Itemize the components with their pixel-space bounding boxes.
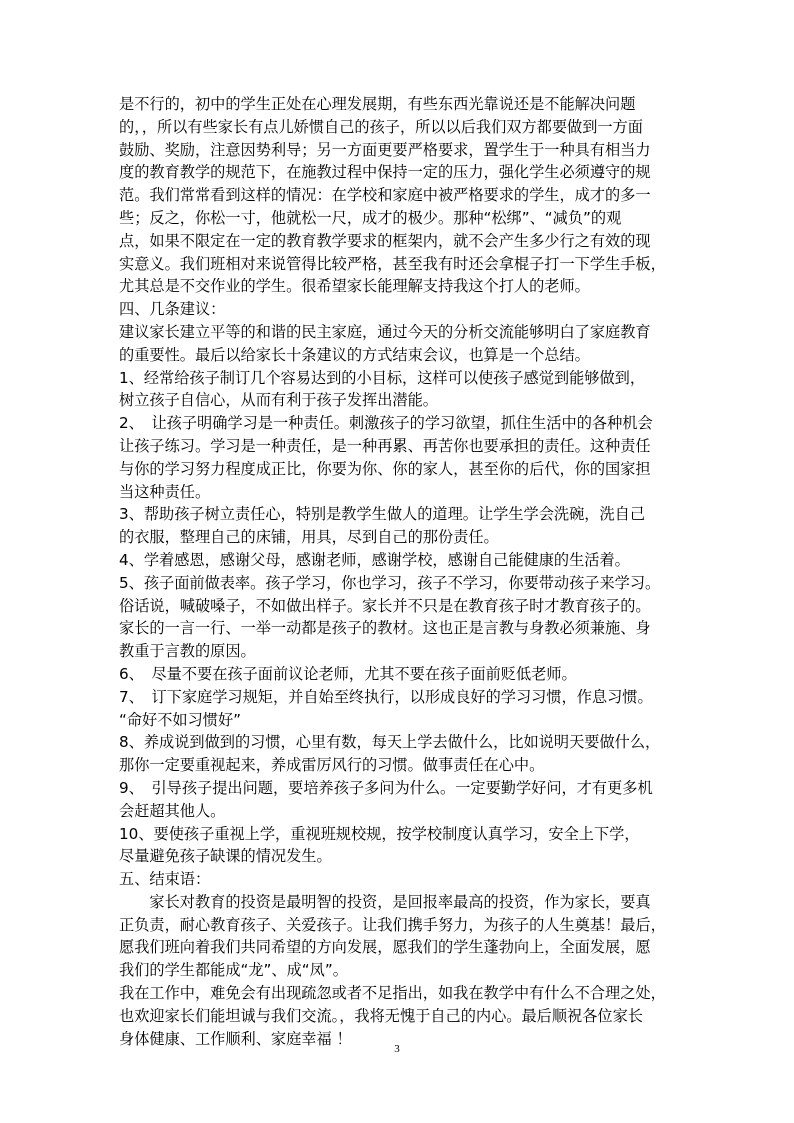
- text-line: 鼓励、奖励，注意因势利导；另一方面更要严格要求，置学生于一种具有相当力: [119, 140, 651, 159]
- list-item-line: 4、学着感恩，感谢父母，感谢老师，感谢学校，感谢自己能健康的生活着。: [119, 550, 630, 569]
- list-item-line: 5、孩子面前做表率。孩子学习，你也学习，孩子不学习，你要带动孩子来学习。: [119, 573, 661, 592]
- list-item-line: 3、帮助孩子树立责任心，特别是教学生做人的道理。让学生学会洗碗，洗自己: [119, 505, 646, 524]
- text-line: 实意义。我们班相对来说管得比较严格，甚至我有时还会拿棍子打一下学生手板，: [119, 254, 666, 273]
- document-body: [119, 93, 679, 1050]
- list-item-line: “命好不如习惯好”: [119, 710, 242, 729]
- list-item-line: 的衣服，整理自己的床铺，用具，尽到自己的那份责任。: [119, 528, 499, 547]
- text-line: 些；反之，你松一寸，他就松一尺，成才的极少。那种“松绑”、“减负”的观: [119, 208, 622, 227]
- list-item-line: 10、要使孩子重视上学，重视班规校规，按学校制度认真学习，安全上下学，: [119, 824, 640, 843]
- list-item-line: 让孩子练习。学习是一种责任，是一种再累、再苦你也要承担的责任。这种责任: [119, 436, 651, 455]
- list-item-line: 树立孩子自信心，从而有利于孩子发挥出潜能。: [119, 391, 438, 410]
- list-item-line: 会赶超其他人。: [119, 801, 226, 820]
- text-line: 尤其总是不交作业的学生。很希望家长能理解支持我这个打人的老师。: [119, 277, 590, 296]
- list-item-line: 那你一定要重视起来，养成雷厉风行的习惯。做事责任在心中。: [119, 756, 545, 775]
- list-item-line: 与你的学习努力程度成正比，你要为你、你的家人，甚至你的后代，你的国家担: [119, 459, 651, 478]
- text-line: 的，，所以有些家长有点儿娇惯自己的孩子，所以以后我们双方都要做到一方面: [119, 117, 643, 136]
- text-line: 点，如果不限定在一定的教育教学要求的框架内，就不会产生多少行之有效的现: [119, 231, 651, 250]
- text-line: 是不行的，初中的学生正处在心理发展期，有些东西光靠说还是不能解决问题: [119, 95, 636, 113]
- list-item-line: 9、 引导孩子提出问题，要培养孩子多问为什么。一定要勤学好问，才有更多机: [119, 778, 653, 797]
- text-line: 我们的学生都能成“龙”、成“凤”。: [119, 961, 348, 980]
- list-item-line: 7、 订下家庭学习规矩，并自始至终执行，以形成良好的学习习惯，作息习惯。: [119, 687, 653, 706]
- text-line: 度的教育教学的规范下，在施教过程中保持一定的压力，强化学生必须遵守的规: [119, 163, 651, 182]
- text-line: 身体健康、工作顺利、家庭幸福 ！: [119, 1029, 352, 1048]
- list-item-line: 尽量避免孩子缺课的情况发生。: [119, 847, 332, 866]
- list-item-line: 当这种责任。: [119, 482, 211, 501]
- text-line: 我在工作中，难免会有出现疏忽或者不足指出，如我在教学中有什么不合理之处，: [119, 984, 666, 1003]
- list-item-line: 8、养成说到做到的习惯，心里有数，每天上学去做什么，比如说明天要做什么，: [119, 733, 661, 752]
- list-item-line: 教重于言教的原因。: [119, 642, 256, 661]
- text-line: 也欢迎家长们能坦诚与我们交流。，我将无愧于自己的内心。最后顺祝各位家长: [119, 1006, 643, 1025]
- text-line: 的重要性。最后以给家长十条建议的方式结束会议，也算是一个总结。: [119, 345, 590, 364]
- text-line: 建议家长建立平等的和谐的民主家庭，通过今天的分析交流能够明白了家庭教育: [119, 322, 651, 341]
- section-heading: 五、结束语：: [119, 870, 211, 889]
- text-line: 正负责，耐心教育孩子、关爱孩子。让我们携手努力，为孩子的人生奠基！最后，: [119, 915, 666, 934]
- text-line: 范。我们常常看到这样的情况：在学校和家庭中被严格要求的学生，成才的多一: [119, 186, 651, 205]
- text-line: 家长对教育的投资是最明智的投资，是回报率最高的投资，作为家长，要真: [119, 892, 651, 911]
- list-item-line: 1、经常给孩子制订几个容易达到的小目标，这样可以使孩子感觉到能够做到，: [119, 368, 646, 387]
- list-item-line: 俗话说，喊破嗓子，不如做出样子。家长并不只是在教育孩子时才教育孩子的。: [119, 596, 651, 615]
- list-item-line: 家长的一言一行、一举一动都是孩子的教材。这也正是言教与身教必须兼施、身: [119, 619, 651, 638]
- page-number: 3: [394, 1043, 400, 1055]
- text-line: 愿我们班向着我们共同希望的方向发展，愿我们的学生蓬勃向上，全面发展，愿: [119, 938, 651, 957]
- section-heading: 四、几条建议：: [119, 300, 226, 319]
- list-item-line: 6、 尽量不要在孩子面前议论老师，尤其不要在孩子面前贬低老师。: [119, 664, 577, 683]
- list-item-line: 2、 让孩子明确学习是一种责任。刺激孩子的学习欲望，抓住生活中的各种机会: [119, 414, 653, 433]
